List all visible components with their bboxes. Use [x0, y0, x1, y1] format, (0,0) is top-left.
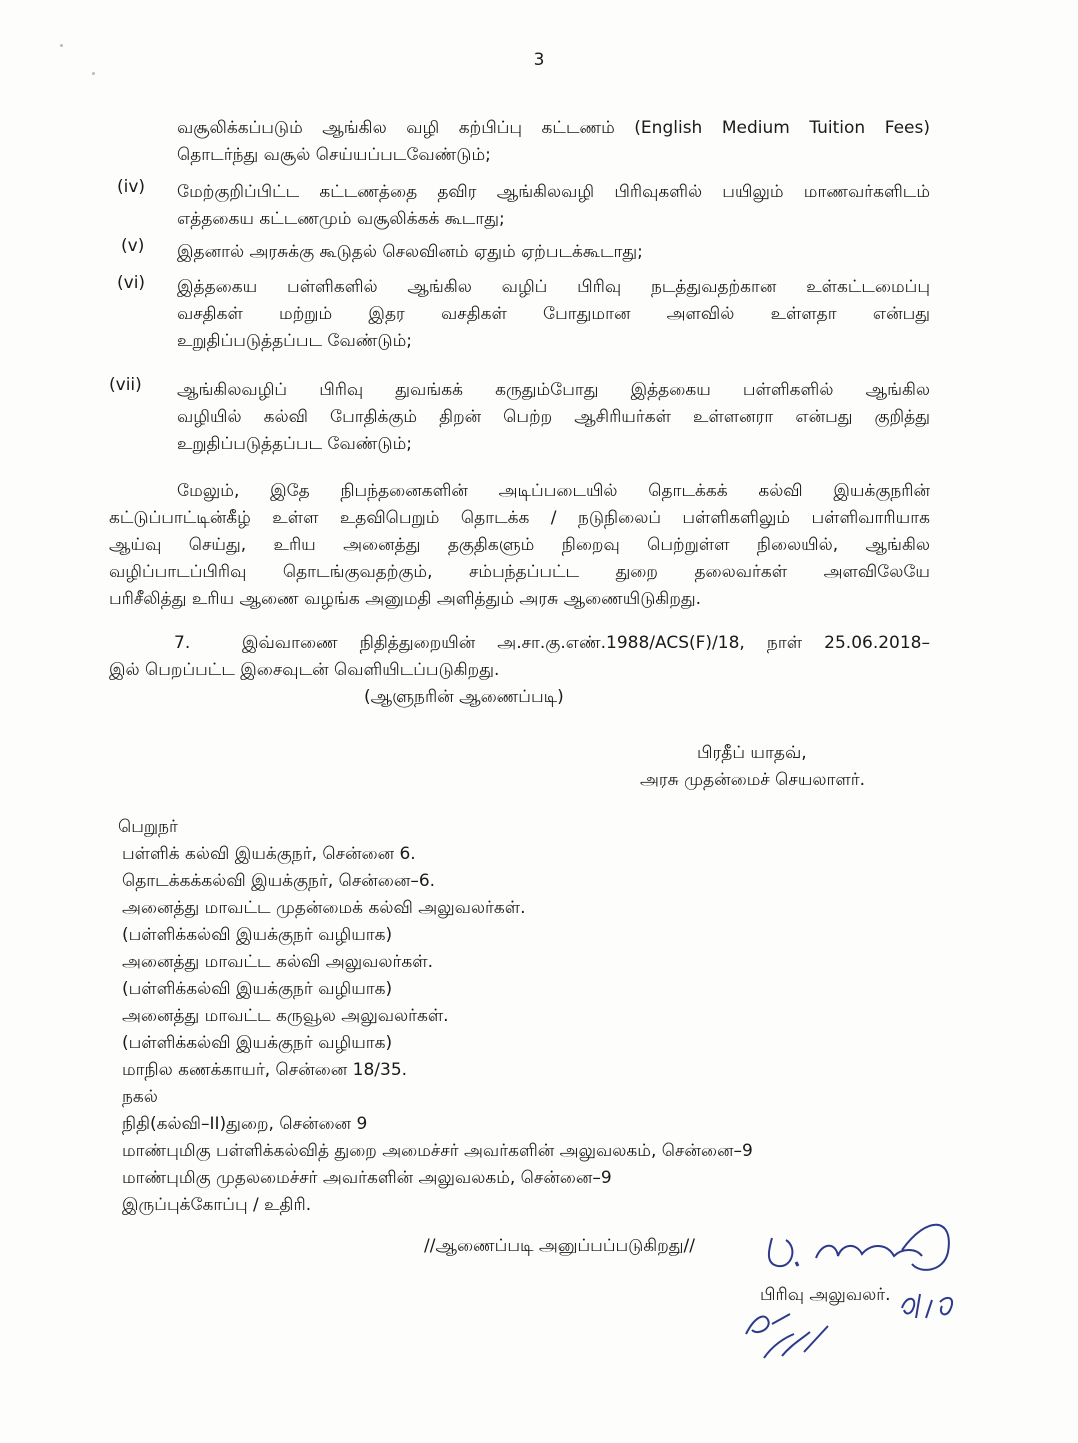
- item-number: (v): [121, 236, 145, 256]
- item-number: (vii): [109, 375, 142, 395]
- recipient: (பள்ளிக்கல்வி இயக்குநர் வழியாக): [122, 1033, 393, 1053]
- signatory-name: பிரதீப் யாதவ்,: [697, 743, 807, 763]
- para-number: 7.: [174, 633, 191, 653]
- item-line: வசதிகள் மற்றும் இதர வசதிகள் போதுமான அளவில் உள்ளதா என்பது: [177, 304, 930, 324]
- copy-recipient: நிதி(கல்வி–II)துறை, சென்னை 9: [122, 1114, 368, 1134]
- handwritten-date-mark: [738, 1290, 848, 1370]
- item-line: எத்தகைய கட்டணமும் வசூலிக்கக் கூடாது;: [177, 209, 505, 229]
- recipient: அனைத்து மாவட்ட கருவூல அலுவலர்கள்.: [122, 1006, 449, 1026]
- body-line: தொடர்ந்து வசூல் செய்யப்படவேண்டும்;: [177, 145, 491, 165]
- item-line: உறுதிப்படுத்தப்பட வேண்டும்;: [177, 331, 412, 351]
- body-line: வசூலிக்கப்படும் ஆங்கில வழி கற்பிப்பு கட்டணம் (English Medium Tuition Fees): [177, 118, 930, 138]
- page-number: 3: [533, 50, 545, 70]
- item-line: ஆங்கிலவழிப் பிரிவு துவங்கக் கருதும்போது இத்தகைய பள்ளிகளில் ஆங்கில: [177, 380, 930, 400]
- recipient: அனைத்து மாவட்ட முதன்மைக் கல்வி அலுவலர்கள்.: [122, 898, 526, 918]
- recipient: பள்ளிக் கல்வி இயக்குநர், சென்னை 6.: [122, 844, 416, 864]
- scan-speck: [60, 44, 63, 47]
- copy-recipient: இருப்புக்கோப்பு / உதிரி.: [122, 1195, 312, 1215]
- copy-recipient: மாண்புமிகு முதலமைச்சர் அவர்களின் அலுவலகம், சென்னை–9: [122, 1168, 612, 1188]
- handwritten-page-mark: [896, 1288, 968, 1322]
- item-line: இத்தகைய பள்ளிகளில் ஆங்கில வழிப் பிரிவு நடத்துவதற்கான உள்கட்டமைப்பு: [177, 277, 930, 297]
- paragraph-line: வழிப்பாடப்பிரிவு தொடங்குவதற்கும், சம்பந்தப்பட்ட துறை தலைவர்கள் அளவிலேயே: [109, 562, 930, 582]
- copy-recipient: மாண்புமிகு பள்ளிக்கல்வித் துறை அமைச்சர் அவர்களின் அலுவலகம், சென்னை–9: [122, 1141, 753, 1161]
- item-line: மேற்குறிப்பிட்ட கட்டணத்தை தவிர ஆங்கிலவழி பிரிவுகளில் பயிலும் மாணவர்களிடம்: [177, 182, 930, 202]
- paragraph-line: மேலும், இதே நிபந்தனைகளின் அடிப்படையில் தொடக்கக் கல்வி இயக்குநரின்: [177, 481, 930, 501]
- handwritten-signature: [752, 1208, 962, 1280]
- item-line: இதனால் அரசுக்கு கூடுதல் செலவினம் ஏதும் ஏற்படக்கூடாது;: [177, 242, 643, 262]
- item-number: (iv): [117, 177, 146, 197]
- forwarded-note: //ஆணைப்படி அனுப்பப்படுகிறது//: [424, 1236, 695, 1256]
- recipient: தொடக்கக்கல்வி இயக்குநர், சென்னை–6.: [122, 871, 436, 891]
- paragraph-line: ஆய்வு செய்து, உரிய அனைத்து தகுதிகளும் நிறைவு பெற்றுள்ள நிலையில், ஆங்கில: [109, 535, 930, 555]
- item-line: உறுதிப்படுத்தப்பட வேண்டும்;: [177, 434, 412, 454]
- item-line: வழியில் கல்வி போதிக்கும் திறன் பெற்ற ஆசிரியர்கள் உள்ளனரா என்பது குறித்து: [177, 407, 930, 427]
- paragraph-line: கட்டுப்பாட்டின்கீழ் உள்ள உதவிபெறும் தொடக்க / நடுநிலைப் பள்ளிகளிலும் பள்ளிவாரியாக: [109, 508, 930, 528]
- recipient: (பள்ளிக்கல்வி இயக்குநர் வழியாக): [122, 925, 393, 945]
- to-heading: பெறுநர்: [118, 817, 178, 837]
- by-order: (ஆளுநரின் ஆணைப்படி): [364, 687, 564, 707]
- section-officer: பிரிவு அலுவலர்.: [760, 1285, 891, 1305]
- item-number: (vi): [117, 273, 146, 293]
- paragraph-line: பரிசீலித்து உரிய ஆணை வழங்க அனுமதி அளித்தும் அரசு ஆணையிடுகிறது.: [109, 589, 702, 609]
- para7-line: இவ்வாணை நிதித்துறையின் அ.சா.கு.எண்.1988/ACS(F)/18, நாள் 25.06.2018–: [242, 633, 930, 653]
- recipient: அனைத்து மாவட்ட கல்வி அலுவலர்கள்.: [122, 952, 433, 972]
- copy-heading: நகல்: [122, 1087, 158, 1107]
- recipient: (பள்ளிக்கல்வி இயக்குநர் வழியாக): [122, 979, 393, 999]
- signatory-designation: அரசு முதன்மைச் செயலாளர்.: [640, 770, 866, 790]
- recipient: மாநில கணக்காயர், சென்னை 18/35.: [122, 1060, 408, 1080]
- scan-speck: [92, 72, 95, 75]
- para7-line: இல் பெறப்பட்ட இசைவுடன் வெளியிடப்படுகிறது.: [109, 660, 500, 680]
